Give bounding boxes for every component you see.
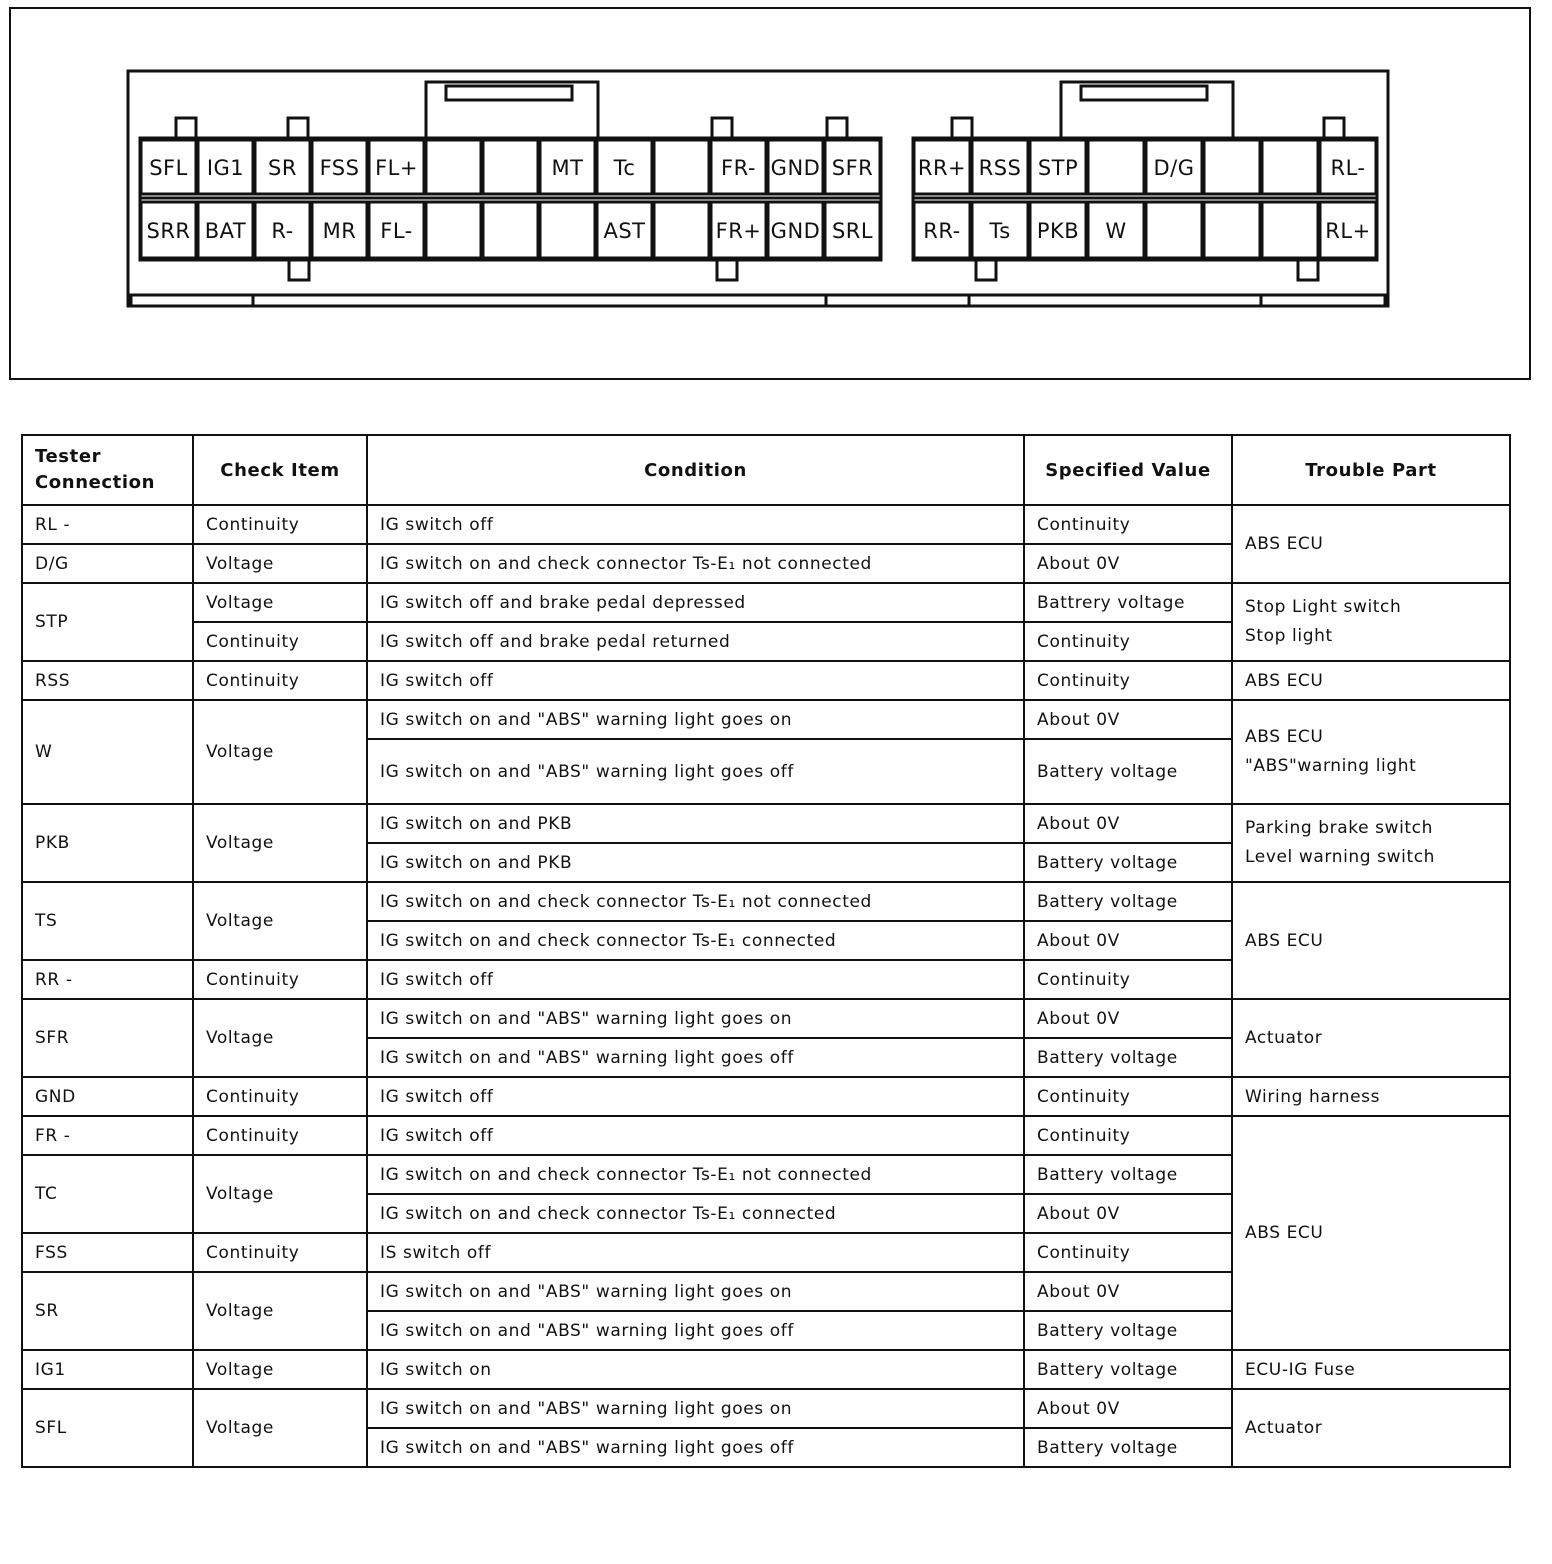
pin-label-sr-top-left: SR: [268, 156, 297, 180]
pin-cell-top-right-6: [1262, 140, 1318, 194]
pin-label-gnd-bottom-left: GND: [770, 219, 821, 243]
pin-cell-bottom-right-4: [1146, 202, 1202, 258]
specified-value-cell: Continuity: [1024, 1233, 1232, 1272]
specified-value-cell: Continuity: [1024, 1116, 1232, 1155]
check-item-cell: Voltage: [193, 999, 367, 1077]
pin-label-srl-bottom-left: SRL: [831, 219, 874, 243]
pin-label-rss-top-right: RSS: [978, 156, 1022, 180]
tester-connection-table: [21, 434, 1511, 1468]
check-item-cell: Continuity: [193, 622, 367, 661]
tester-connection-cell: STP: [22, 583, 193, 661]
pin-cell-top-right-5: [1204, 140, 1260, 194]
check-item-cell: Voltage: [193, 1350, 367, 1389]
condition-cell: IG switch off and brake pedal depressed: [367, 583, 1024, 622]
table-row: [22, 661, 1510, 700]
specified-value-cell: Continuity: [1024, 661, 1232, 700]
trouble-part-cell: Actuator: [1232, 1389, 1510, 1467]
condition-cell: IG switch on and "ABS" warning light goes off: [367, 1311, 1024, 1350]
pin-cell-top-left-6: [483, 140, 538, 194]
pin-label-sfr-top-left: SFR: [831, 156, 874, 180]
tester-connection-cell: GND: [22, 1077, 193, 1116]
check-item-cell: Continuity: [193, 505, 367, 544]
specified-value-cell: About 0V: [1024, 921, 1232, 960]
pin-label-ast-bottom-left: AST: [603, 219, 646, 243]
specified-value-cell: Battery voltage: [1024, 882, 1232, 921]
specified-value-cell: Continuity: [1024, 1077, 1232, 1116]
specified-value-cell: Battery voltage: [1024, 1155, 1232, 1194]
specified-value-cell: Battery voltage: [1024, 1428, 1232, 1467]
specified-value-cell: About 0V: [1024, 1389, 1232, 1428]
pin-label-gnd-top-left: GND: [770, 156, 821, 180]
condition-cell: IS switch off: [367, 1233, 1024, 1272]
pin-label-ts-bottom-right: Ts: [989, 219, 1011, 243]
pin-label-tc-top-left: Tc: [613, 156, 636, 180]
header-condition: Condition: [367, 435, 1024, 505]
pin-cell-top-right-3: [1088, 140, 1144, 194]
table-row: [22, 999, 1510, 1038]
condition-cell: IG switch off: [367, 661, 1024, 700]
condition-cell: IG switch on: [367, 1350, 1024, 1389]
specified-value-cell: Battrery voltage: [1024, 583, 1232, 622]
condition-cell: IG switch on and "ABS" warning light goes off: [367, 1428, 1024, 1467]
condition-cell: IG switch on and "ABS" warning light goes off: [367, 1038, 1024, 1077]
table-row: [22, 1077, 1510, 1116]
specified-value-cell: About 0V: [1024, 544, 1232, 583]
check-item-cell: Continuity: [193, 661, 367, 700]
specified-value-cell: About 0V: [1024, 999, 1232, 1038]
header-trouble-part: Trouble Part: [1232, 435, 1510, 505]
specified-value-cell: Battery voltage: [1024, 1350, 1232, 1389]
tester-connection-cell: TC: [22, 1155, 193, 1233]
condition-cell: IG switch off: [367, 960, 1024, 999]
pin-label-fr-top-left: FR-: [721, 156, 756, 180]
tester-connection-cell: SFL: [22, 1389, 193, 1467]
trouble-part-cell: ABS ECU: [1232, 882, 1510, 999]
condition-cell: IG switch off: [367, 1116, 1024, 1155]
condition-cell: IG switch on and check connector Ts-E₁ not connected: [367, 1155, 1024, 1194]
pin-label-fr-bottom-left: FR+: [715, 219, 762, 243]
trouble-part-cell: ABS ECU: [1232, 1116, 1510, 1350]
tester-connection-cell: SR: [22, 1272, 193, 1350]
check-item-cell: Continuity: [193, 1116, 367, 1155]
pin-cell-bottom-left-9: [654, 202, 709, 258]
condition-cell: IG switch on and check connector Ts-E₁ not connected: [367, 544, 1024, 583]
pin-label-w-bottom-right: W: [1105, 219, 1127, 243]
pin-cell-bottom-left-6: [483, 202, 538, 258]
trouble-part-cell: Actuator: [1232, 999, 1510, 1077]
specified-value-cell: About 0V: [1024, 1272, 1232, 1311]
pin-label-fl-top-left: FL+: [375, 156, 418, 180]
trouble-part-cell: ECU-IG Fuse: [1232, 1350, 1510, 1389]
tester-connection-cell: RSS: [22, 661, 193, 700]
specified-value-cell: Battery voltage: [1024, 1311, 1232, 1350]
pin-label-rr-top-right: RR+: [917, 156, 967, 180]
pin-cell-top-left-5: [426, 140, 481, 194]
tester-connection-cell: TS: [22, 882, 193, 960]
check-item-cell: Voltage: [193, 1155, 367, 1233]
specified-value-cell: Continuity: [1024, 960, 1232, 999]
connector-housing: [128, 71, 1388, 306]
pin-label-r-bottom-left: R-: [271, 219, 294, 243]
specified-value-cell: About 0V: [1024, 1194, 1232, 1233]
pin-label-srr-bottom-left: SRR: [146, 219, 191, 243]
pin-label-mt-top-left: MT: [551, 156, 584, 180]
pin-label-rr-bottom-right: RR-: [923, 219, 961, 243]
pin-label-fss-top-left: FSS: [319, 156, 360, 180]
table-row: [22, 804, 1510, 843]
tester-connection-cell: W: [22, 700, 193, 804]
table-row: [22, 882, 1510, 921]
pin-cell-bottom-left-5: [426, 202, 481, 258]
condition-cell: IG switch on and "ABS" warning light goes on: [367, 999, 1024, 1038]
condition-cell: IG switch on and check connector Ts-E₁ connected: [367, 1194, 1024, 1233]
tester-connection-cell: FSS: [22, 1233, 193, 1272]
condition-cell: IG switch on and check connector Ts-E₁ connected: [367, 921, 1024, 960]
pin-label-pkb-bottom-right: PKB: [1036, 219, 1080, 243]
table-row: [22, 1350, 1510, 1389]
table-row: [22, 583, 1510, 622]
trouble-part-cell: Wiring harness: [1232, 1077, 1510, 1116]
header-tester-connection: Tester Connection: [22, 435, 193, 505]
condition-cell: IG switch on and "ABS" warning light goes on: [367, 1389, 1024, 1428]
pin-label-fl-bottom-left: FL-: [380, 219, 413, 243]
condition-cell: IG switch on and "ABS" warning light goes on: [367, 700, 1024, 739]
check-item-cell: Continuity: [193, 1233, 367, 1272]
condition-cell: IG switch on and "ABS" warning light goes on: [367, 1272, 1024, 1311]
table-row: [22, 1116, 1510, 1155]
tester-connection-cell: SFR: [22, 999, 193, 1077]
pin-label-rl-bottom-right: RL+: [1325, 219, 1371, 243]
specified-value-cell: About 0V: [1024, 700, 1232, 739]
check-item-cell: Continuity: [193, 1077, 367, 1116]
check-item-cell: Voltage: [193, 1389, 367, 1467]
specified-value-cell: Continuity: [1024, 505, 1232, 544]
tester-connection-cell: RL -: [22, 505, 193, 544]
trouble-part-cell: ABS ECU "ABS"warning light: [1232, 700, 1510, 804]
table-header-row: [22, 435, 1510, 505]
condition-cell: IG switch off: [367, 505, 1024, 544]
table-row: [22, 505, 1510, 544]
tester-connection-cell: D/G: [22, 544, 193, 583]
trouble-part-cell: Stop Light switch Stop light: [1232, 583, 1510, 661]
header-check-item: Check Item: [193, 435, 367, 505]
trouble-part-cell: ABS ECU: [1232, 505, 1510, 583]
specified-value-cell: About 0V: [1024, 804, 1232, 843]
pin-label-stp-top-right: STP: [1037, 156, 1079, 180]
check-item-cell: Voltage: [193, 882, 367, 960]
condition-cell: IG switch on and "ABS" warning light goes off: [367, 739, 1024, 804]
pin-label-mr-bottom-left: MR: [322, 219, 357, 243]
pin-label-sfl-top-left: SFL: [149, 156, 188, 180]
tester-connection-cell: RR -: [22, 960, 193, 999]
trouble-part-cell: Parking brake switch Level warning switch: [1232, 804, 1510, 882]
pin-cell-top-left-9: [654, 140, 709, 194]
condition-cell: IG switch off: [367, 1077, 1024, 1116]
pin-cell-bottom-right-6: [1262, 202, 1318, 258]
check-item-cell: Voltage: [193, 583, 367, 622]
condition-cell: IG switch on and check connector Ts-E₁ not connected: [367, 882, 1024, 921]
tester-connection-cell: FR -: [22, 1116, 193, 1155]
pin-label-rl-top-right: RL-: [1330, 156, 1366, 180]
condition-cell: IG switch on and PKB: [367, 804, 1024, 843]
pin-label-bat-bottom-left: BAT: [204, 219, 247, 243]
pin-label-dg-top-right: D/G: [1153, 156, 1195, 180]
condition-cell: IG switch off and brake pedal returned: [367, 622, 1024, 661]
connector-diagram: [0, 0, 1552, 400]
specified-value-cell: Battery voltage: [1024, 739, 1232, 804]
table-row: [22, 700, 1510, 739]
check-item-cell: Voltage: [193, 804, 367, 882]
check-item-cell: Voltage: [193, 1272, 367, 1350]
trouble-part-cell: ABS ECU: [1232, 661, 1510, 700]
check-item-cell: Voltage: [193, 544, 367, 583]
condition-cell: IG switch on and PKB: [367, 843, 1024, 882]
tester-connection-cell: IG1: [22, 1350, 193, 1389]
specified-value-cell: Battery voltage: [1024, 1038, 1232, 1077]
pin-cell-bottom-right-5: [1204, 202, 1260, 258]
specified-value-cell: Continuity: [1024, 622, 1232, 661]
specified-value-cell: Battery voltage: [1024, 843, 1232, 882]
check-item-cell: Continuity: [193, 960, 367, 999]
tester-connection-cell: PKB: [22, 804, 193, 882]
pin-label-ig1-top-left: IG1: [206, 156, 245, 180]
pin-cell-bottom-left-7: [540, 202, 595, 258]
header-specified-value: Specified Value: [1024, 435, 1232, 505]
table-row: [22, 1389, 1510, 1428]
check-item-cell: Voltage: [193, 700, 367, 804]
